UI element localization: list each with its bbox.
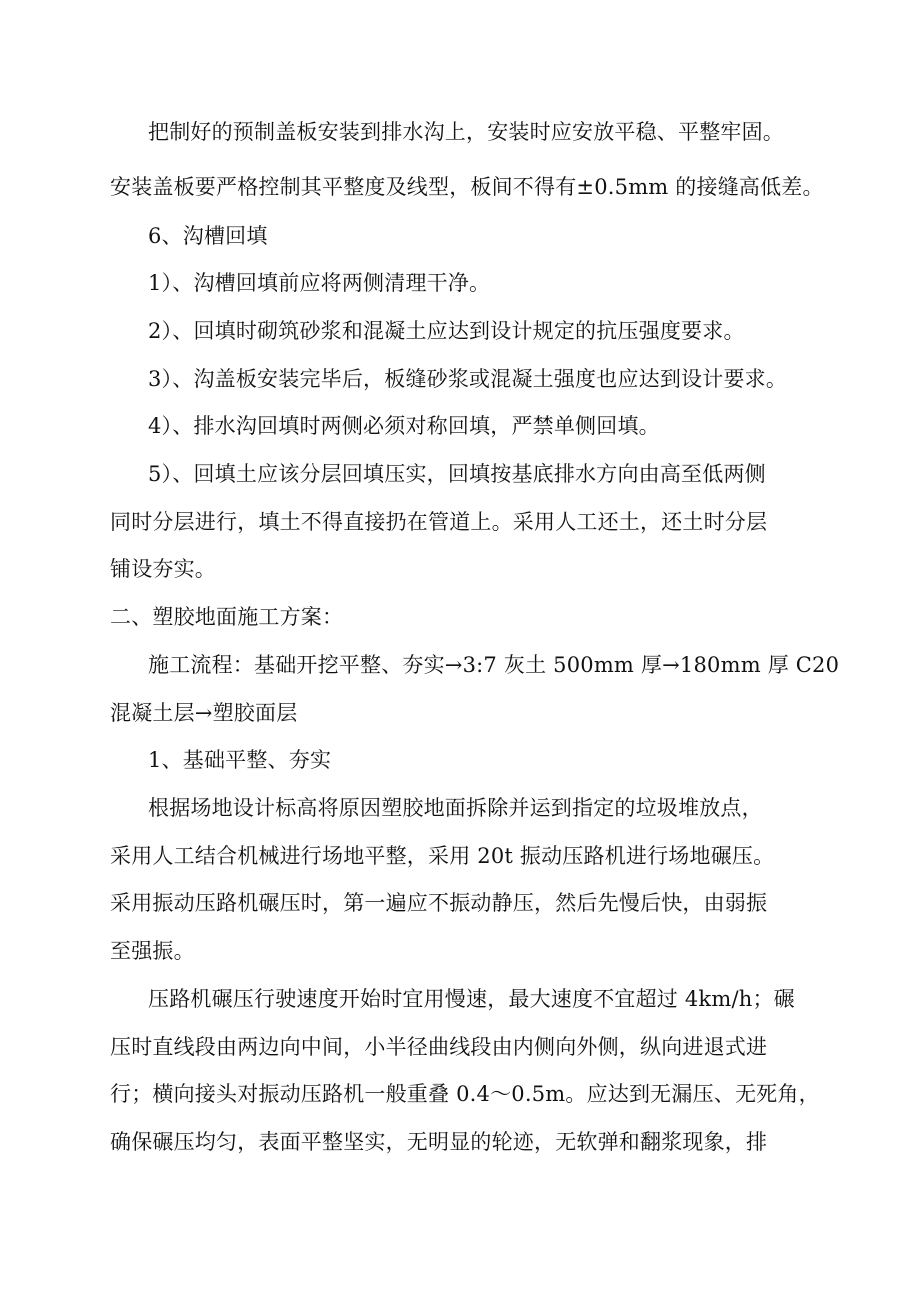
paragraph-line: 压路机碾压行驶速度开始时宜用慢速，最大速度不宜超过 4km/h；碾 — [148, 987, 795, 1011]
list-item: 3）、沟盖板安装完毕后，板缝砂浆或混凝土强度也应达到设计要求。 — [148, 367, 788, 391]
paragraph-line: 行；横向接头对振动压路机一般重叠 0.4～0.5m。应达到无漏压、无死角， — [110, 1082, 820, 1106]
paragraph-line: 混凝土层→塑胶面层 — [110, 701, 298, 725]
list-item: 5）、回填土应该分层回填压实，回填按基底排水方向由高至低两侧 — [148, 462, 766, 486]
section-heading: 6、沟槽回填 — [148, 224, 268, 248]
section-heading: 1、基础平整、夯实 — [148, 748, 332, 772]
list-item: 2）、回填时砌筑砂浆和混凝土应达到设计规定的抗压强度要求。 — [148, 319, 745, 343]
paragraph-line: 铺设夯实。 — [110, 557, 216, 581]
paragraph-line: 至强振。 — [110, 939, 195, 963]
list-item: 1）、沟槽回填前应将两侧清理干净。 — [148, 271, 491, 295]
section-heading: 二、塑胶地面施工方案： — [110, 605, 344, 629]
paragraph-line: 采用人工结合机械进行场地平整，采用 20t 振动压路机进行场地碾压。 — [110, 844, 775, 868]
paragraph-line: 采用振动压路机碾压时，第一遍应不振动静压，然后先慢后快，由弱振 — [110, 891, 768, 915]
list-item: 4）、排水沟回填时两侧必须对称回填，严禁单侧回填。 — [148, 414, 660, 438]
paragraph-line: 同时分层进行，填土不得直接扔在管道上。采用人工还土，还土时分层 — [110, 510, 768, 534]
paragraph-line: 压时直线段由两边向中间，小半径曲线段由内侧向外侧，纵向进退式进 — [110, 1035, 768, 1059]
paragraph-line: 根据场地设计标高将原因塑胶地面拆除并运到指定的垃圾堆放点， — [148, 796, 763, 820]
paragraph-line: 施工流程：基础开挖平整、夯实→3:7 灰土 500mm 厚→180mm 厚 C20 — [148, 653, 840, 677]
paragraph-line: 安装盖板要严格控制其平整度及线型，板间不得有±0.5mm 的接缝高低差。 — [110, 175, 824, 199]
paragraph-line: 确保碾压均匀，表面平整坚实，无明显的轮迹，无软弹和翻浆现象，排 — [110, 1130, 768, 1154]
paragraph-line: 把制好的预制盖板安装到排水沟上，安装时应安放平稳、平整牢固。 — [148, 120, 784, 144]
